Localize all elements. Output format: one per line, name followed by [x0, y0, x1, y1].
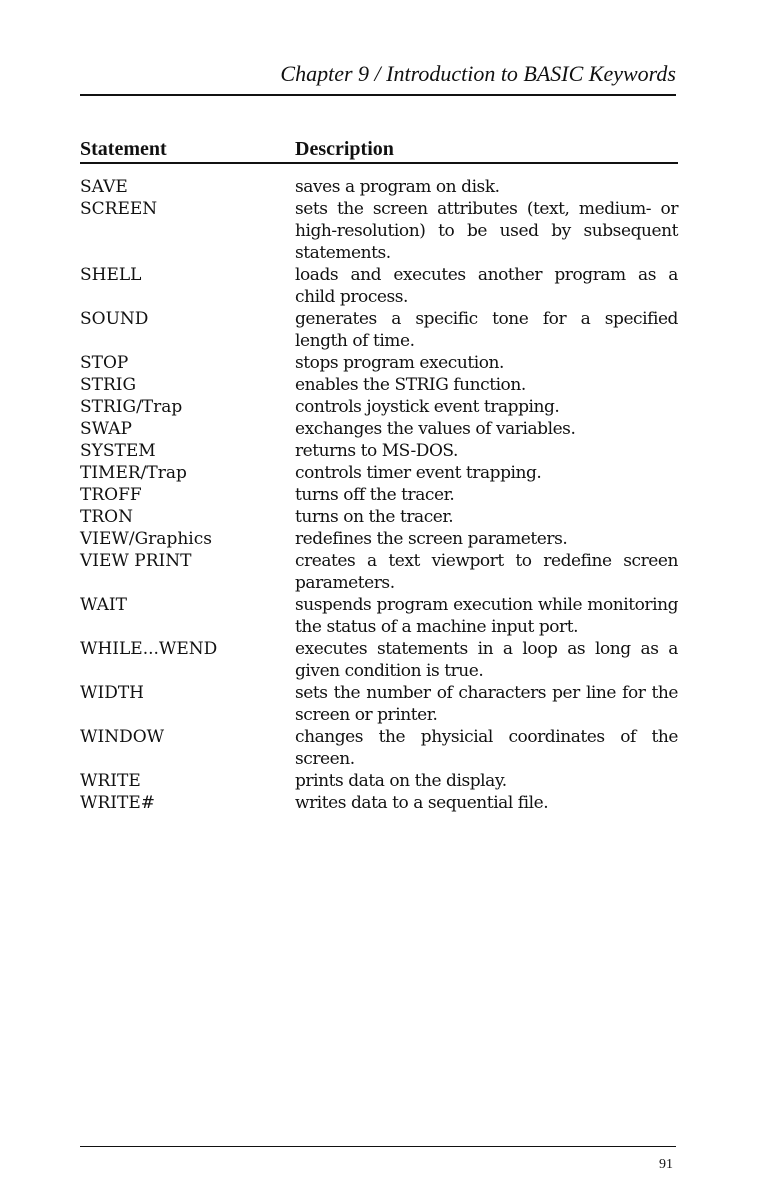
description-cell: creates a text viewport to redefine screen parameters. [295, 551, 678, 593]
footer-rule [80, 1146, 676, 1147]
page-number: 91 [659, 1157, 673, 1172]
description-cell: generates a specific tone for a specified length of time. [295, 309, 678, 351]
table-row [80, 418, 678, 440]
table-row [80, 198, 678, 264]
statement-cell: WAIT [80, 595, 127, 615]
description-cell: controls joystick event trapping. [295, 397, 560, 417]
description-column-header: Description [295, 138, 394, 160]
table-row [80, 352, 678, 374]
table-row [80, 462, 678, 484]
description-cell: saves a program on disk. [295, 177, 500, 197]
description-cell: sets the number of characters per line for the screen or printer. [295, 683, 678, 725]
description-cell: stops program execution. [295, 353, 504, 373]
description-cell: redefines the screen parameters. [295, 529, 568, 549]
table-row [80, 770, 678, 792]
table-row [80, 506, 678, 528]
statement-cell: STRIG/Trap [80, 397, 183, 417]
description-cell: suspends program execution while monitoring the status of a machine input port. [295, 595, 678, 637]
statement-cell: SYSTEM [80, 441, 156, 461]
table-row [80, 440, 678, 462]
statement-cell: WRITE [80, 771, 141, 791]
statement-cell: TROFF [80, 485, 142, 505]
table-row [80, 682, 678, 726]
running-head: Chapter 9 / Introduction to BASIC Keywords [280, 61, 676, 86]
statement-cell: SOUND [80, 309, 149, 329]
description-cell: turns on the tracer. [295, 507, 454, 527]
description-cell: loads and executes another program as a child process. [295, 265, 678, 307]
description-cell: executes statements in a loop as long as a given condition is true. [295, 639, 678, 681]
table-header-rule [80, 162, 678, 164]
table-row [80, 396, 678, 418]
statement-cell: STRIG [80, 375, 137, 395]
description-cell: changes the physicial coordinates of the screen. [295, 727, 678, 769]
table-row [80, 594, 678, 638]
description-cell: prints data on the display. [295, 771, 507, 791]
statement-cell: VIEW/Graphics [80, 529, 212, 549]
description-cell: enables the STRIG function. [295, 375, 526, 395]
statement-cell: WINDOW [80, 727, 165, 747]
description-cell: turns off the tracer. [295, 485, 455, 505]
description-cell: exchanges the values of variables. [295, 419, 576, 439]
table-row [80, 484, 678, 506]
table-row [80, 792, 678, 814]
description-cell: returns to MS-DOS. [295, 441, 458, 461]
description-cell: writes data to a sequential file. [295, 793, 549, 813]
statement-cell: SWAP [80, 419, 132, 439]
statement-cell: WRITE# [80, 793, 155, 813]
statement-cell: SAVE [80, 177, 128, 197]
header-rule [80, 94, 676, 96]
table-row [80, 550, 678, 594]
table-row [80, 528, 678, 550]
keyword-table [80, 176, 678, 814]
statement-cell: VIEW PRINT [80, 551, 192, 571]
statement-cell: TIMER/Trap [80, 463, 187, 483]
statement-cell: SCREEN [80, 199, 158, 219]
table-row [80, 264, 678, 308]
statement-cell: STOP [80, 353, 129, 373]
statement-cell: WHILE...WEND [80, 639, 218, 659]
statement-cell: SHELL [80, 265, 142, 285]
statement-column-header: Statement [80, 138, 167, 160]
description-cell: sets the screen attributes (text, medium- or high-resolution) to be used by subsequent statements. [295, 199, 678, 263]
table-row [80, 374, 678, 396]
statement-cell: WIDTH [80, 683, 144, 703]
table-row [80, 638, 678, 682]
table-row [80, 308, 678, 352]
table-row [80, 176, 678, 198]
statement-cell: TRON [80, 507, 133, 527]
description-cell: controls timer event trapping. [295, 463, 542, 483]
table-row [80, 726, 678, 770]
